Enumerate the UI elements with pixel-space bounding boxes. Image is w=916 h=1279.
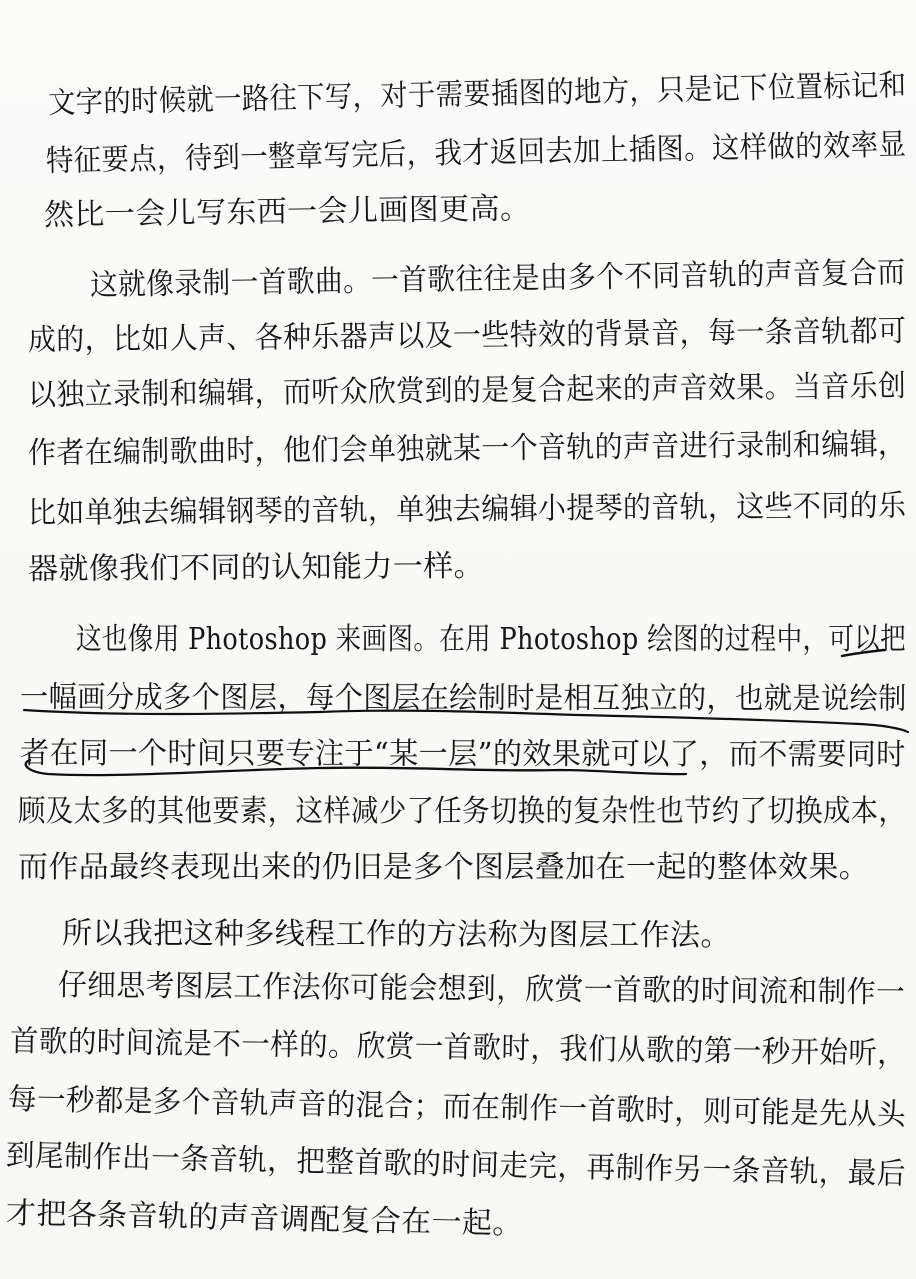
text-line: 文字的时候就一路往下写，对于需要插图的地方，只是记下位置标记和: [47, 68, 907, 121]
text-line: 每一秒都是多个音轨声音的混合；而在制作一首歌时，则可能是先从头: [7, 1082, 907, 1133]
text-line: 器就像我们不同的认知能力一样。: [27, 548, 485, 587]
text-line: 以独立录制和编辑，而听众欣赏到的是复合起来的声音效果。当音乐创: [27, 368, 907, 413]
text-line: 而作品最终表现出来的仍旧是多个图层叠加在一起的整体效果。: [18, 850, 870, 885]
text-line: 特征要点，待到一整章写完后，我才返回去加上插图。这样做的效率显: [45, 127, 907, 179]
text-line: 然比一会儿写东西一会儿画图更高。: [43, 191, 531, 233]
text-line: 首歌的时间流是不一样的。欣赏一首歌时，我们从歌的第一秒开始听，: [9, 1024, 907, 1072]
text-line: 者在同一个时间只要专注于“某一层”的效果就可以了，而不需要同时: [19, 736, 906, 773]
text-line: 所以我把这种多线程工作的方法称为图层工作法。: [61, 916, 731, 954]
text-line: 一幅画分成多个图层，每个图层在绘制时是相互独立的，也就是说绘制: [19, 680, 907, 717]
text-line: 成的，比如人声、各种乐器声以及一些特效的背景音，每一条音轨都可: [27, 313, 907, 358]
text-line: 才把各条音轨的声音调配复合在一起。: [5, 1196, 524, 1242]
text-line: 到尾制作出一条音轨，把整首歌的时间走完，再制作另一条音轨，最后: [5, 1138, 907, 1192]
text-line: 顾及太多的其他要素，这样减少了任务切换的复杂性也节约了切换成本，: [18, 794, 907, 829]
text-line: 仔细思考图层工作法你可能会想到，欣赏一首歌的时间流和制作一: [57, 968, 906, 1011]
text-line: 这就像录制一首歌曲。一首歌往往是由多个不同音轨的声音复合而: [89, 255, 906, 303]
text-line: 比如单独去编辑钢琴的音轨，单独去编辑小提琴的音轨，这些不同的乐: [27, 488, 907, 531]
text-line: 这也像用 Photoshop 来画图。在用 Photoshop 绘图的过程中，可以把: [76, 622, 907, 657]
text-line: 作者在编制歌曲时，他们会单独就某一个音轨的声音进行录制和编辑，: [27, 426, 907, 471]
